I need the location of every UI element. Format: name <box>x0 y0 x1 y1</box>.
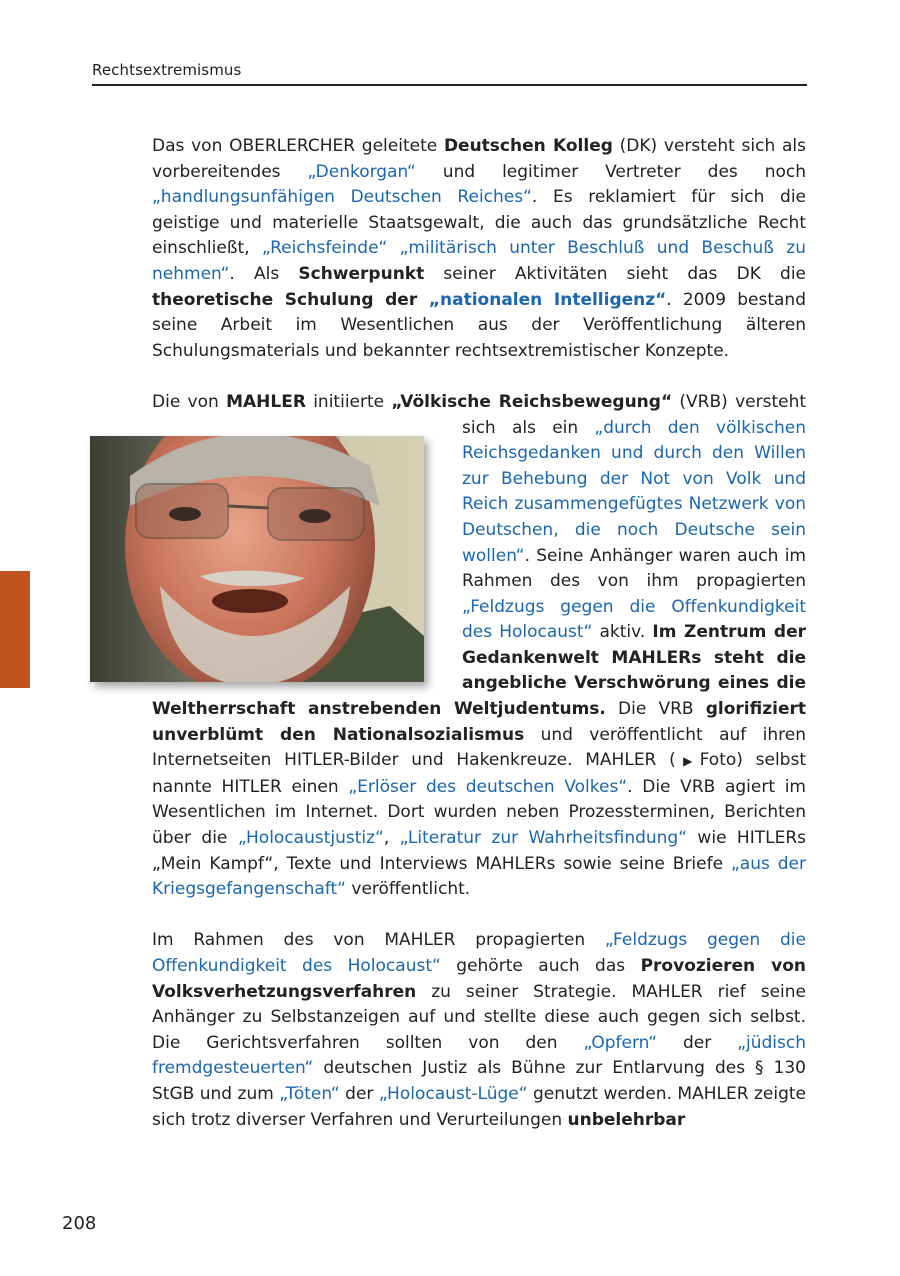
main-text <box>152 134 806 1159</box>
portrait-photo <box>90 436 424 682</box>
portrait-image <box>90 436 424 682</box>
header-title: Rechtsextremismus <box>92 61 242 79</box>
chapter-tab-marker <box>0 571 30 688</box>
arrow-right-icon: ▶ <box>675 754 700 769</box>
page-number: 208 <box>62 1213 97 1234</box>
paragraph-feldzug: Im Rahmen des von MAHLER propagierten „Feldzugs gegen die Offenkundigkeit des Holocaust“ gehörte auch das Provozieren von Volksverhetzungsverfahren zu seiner Strategie. MAHLER rief seine Anhänger zu Selbstanzeigen auf und stellte diese auch gegen sich selbst. Die Gerichtsverfahren sollten von den „Opfern“ der „jüdisch fremdgesteuerten“ deutschen Justiz als Bühne zur Entlarvung des § 130 StGB und zum „Töten“ der „Holocaust-Lüge“ genutzt werden. MAHLER zeigte sich trotz diverser Verfahren und Verurteilungen unbelehrbar <box>152 930 806 1130</box>
paragraph-voelkische-reichsbewegung: Die von MAHLER initiierte „Völkische Reichsbewegung“ (VRB) versteht sich als ein „durch den völkischen Reichsgedanken und durch den Willen zur Behebung der Not von Volk und Reich zusammengefügtes Netzwerk von Deutschen, die noch Deutsche sein wollen“. Seine Anhänger waren auch im Rahmen des von ihm propagierten „Feldzugs gegen die Offenkundigkeit des Holocaust“ aktiv. Im Zentrum der Gedankenwelt MAHLERs steht die angebliche Verschwörung eines die Weltherrschaft anstrebenden Weltjudentums. Die VRB glorifiziert unverblümt den Nationalsozialismus und veröffentlicht auf ihren Internetseiten HITLER-Bilder und Hakenkreuze. MAHLER (▶Foto) selbst nannte HITLER einen „Erlöser des deutschen Volkes“. Die VRB agiert im Wesentlichen im Internet. Dort wurden neben Prozessterminen, Berichten über die „Holocaustjustiz“, „Literatur zur Wahrheitsfindung“ wie HITLERs „Mein Kampf“, Texte und Interviews MAHLERs sowie seine Briefe „aus der Kriegsgefangenschaft“ veröffentlicht. <box>152 390 806 903</box>
running-header <box>92 60 807 86</box>
paragraph-deutsches-kolleg: Das von OBERLERCHER geleitete Deutschen Kolleg (DK) versteht sich als vorbereitendes „Denkorgan“ und legitimer Vertreter des noch „handlungsunfähigen Deutschen Reiches“. Es reklamiert für sich die geistige und materielle Staatsgewalt, die auch das grundsätzliche Recht einschließt, „Reichsfeinde“ „militärisch unter Beschluß und Beschuß zu nehmen“. Als Schwerpunkt seiner Aktivitäten sieht das DK die theoretische Schulung der „nationalen Intelligenz“. 2009 bestand seine Arbeit im Wesentlichen aus der Veröffentlichung älteren Schulungsmaterials und bekannter rechtsextremistischer Konzepte. <box>152 136 807 361</box>
